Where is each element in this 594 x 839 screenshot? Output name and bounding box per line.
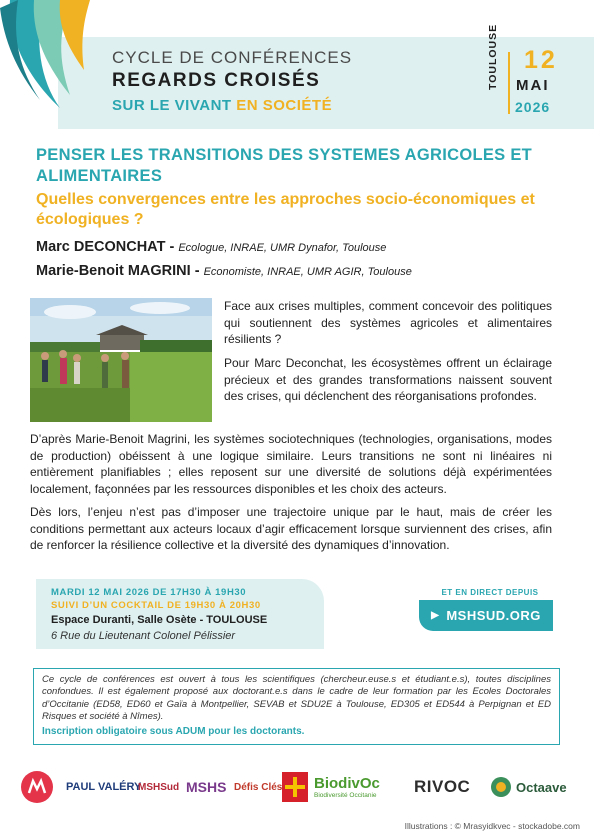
event-datetime: MARDI 12 MAI 2026 DE 17H30 À 19H30	[51, 587, 247, 598]
event-address: 6 Rue du Lieutenant Colonel Pélissier	[51, 630, 236, 642]
speaker-affiliation: Economiste, INRAE, UMR AGIR, Toulouse	[203, 266, 412, 278]
series-subtitle	[112, 97, 332, 114]
series-subtitle-main: SUR LE VIVANT	[112, 97, 237, 114]
speaker-name: Marc DECONCHAT -	[36, 239, 179, 255]
date-divider	[508, 52, 510, 114]
live-label: ET EN DIRECT DEPUIS	[441, 588, 539, 597]
field-photo	[30, 298, 212, 422]
octaave-logo-icon	[490, 776, 512, 798]
partner-logo-biodivoc: BiodivOc Biodiversité Occitanie	[314, 774, 380, 799]
cycle-title: CYCLE DE CONFÉRENCES	[112, 48, 353, 67]
speaker-1	[36, 239, 386, 255]
talk-subtitle: Quelles convergences entre les approches socio-économiques et écologiques ?	[36, 191, 535, 228]
city-label: TOULOUSE	[487, 23, 499, 90]
occitanie-cross-icon	[282, 772, 308, 802]
eligibility-notice	[33, 668, 560, 745]
speaker-2	[36, 263, 412, 279]
date-year: 2026	[515, 99, 551, 115]
notice-text: Ce cycle de conférences est ouvert à tous les scientifiques (chercheur.euse.s et étudiant.e.s), toutes disciplines confondues. Il est également proposé aux doctorant.e.s dans le cadre de leur formation par les Ecoles Doctorales d’Occitanie (ED58, ED60 et Gaïa à Montpellier, SEVAB et SDU2E à Toulouse, ED305 et ED544 à Perpignan et ED Risques et société à Nîmes).	[42, 674, 551, 722]
partner-logo-um	[20, 768, 54, 806]
body-paragraph-1: Face aux crises multiples, comment concevoir des politiques qui soutiennent des systèmes agricoles et alimentaires résilients ?	[224, 299, 552, 346]
event-venue: Espace Duranti, Salle Osète - TOULOUSE	[51, 614, 268, 626]
speaker-affiliation: Ecologue, INRAE, UMR Dynafor, Toulouse	[178, 242, 387, 254]
image-credit: Illustrations : © Mrasyidkvec - stockadobe.com	[404, 821, 580, 831]
body-paragraph-4: Dès lors, l’enjeu n’est pas d’imposer une trajectoire unique par le haut, mais de créer les conditions permettant aux acteurs locaux d’agir efficacement lorsque surviennent des crises, afin de renforcer la résilience collective et la diversité des dynamiques d’innovation.	[30, 505, 552, 552]
cycle-logo-icon	[0, 0, 90, 112]
series-subtitle-accent: EN SOCIÉTÉ	[236, 97, 333, 114]
partner-logo-mshs: MSHS	[186, 779, 227, 795]
date-day: 12	[524, 46, 558, 74]
partner-logo-rivoc: RIVOC	[414, 777, 471, 796]
notice-registration: Inscription obligatoire sous ADUM pour les doctorants.	[42, 726, 305, 738]
body-paragraph-2: Pour Marc Deconchat, les écosystèmes offrent un éclairage précieux et des grandes transformations naissent souvent des crises, qui déclenchent des réorganisations profondes.	[224, 356, 552, 403]
live-stream-link[interactable]	[419, 600, 553, 631]
date-month: MAI	[516, 77, 550, 94]
partner-logo-octaave: Octaave	[490, 768, 567, 806]
partner-logo-defis-cles: Défis Clés	[234, 781, 283, 793]
play-arrow-icon: ▶	[431, 610, 440, 621]
series-title: REGARDS CROISÉS	[112, 70, 321, 91]
um-logo-icon	[20, 770, 54, 804]
partner-logos	[20, 768, 580, 806]
speaker-name: Marie-Benoit MAGRINI -	[36, 263, 204, 279]
partner-logo-occitanie	[282, 768, 308, 806]
body-paragraph-3: D’après Marie-Benoit Magrini, les systèmes sociotechniques (technologies, organisations, modes de production) obéissent à une logique similaire. Leurs transitions ne sont ni linéaires ni entièrement planifiables ; elles reposent sur une diversité de solutions déjà expérimentées localement, façonnées par les ressources disponibles et les choix des acteurs.	[30, 432, 552, 496]
live-link-label: MSHSUD.ORG	[446, 608, 541, 623]
talk-title: PENSER LES TRANSITIONS DES SYSTEMES AGRICOLES ET ALIMENTAIRES	[36, 146, 533, 185]
event-cocktail: SUIVI D’UN COCKTAIL DE 19H30 À 20H30	[51, 600, 261, 611]
partner-logo-msh-sud: MSHSud	[138, 781, 180, 793]
partner-logo-paul-valery: PAUL VALÉRY	[66, 781, 142, 793]
